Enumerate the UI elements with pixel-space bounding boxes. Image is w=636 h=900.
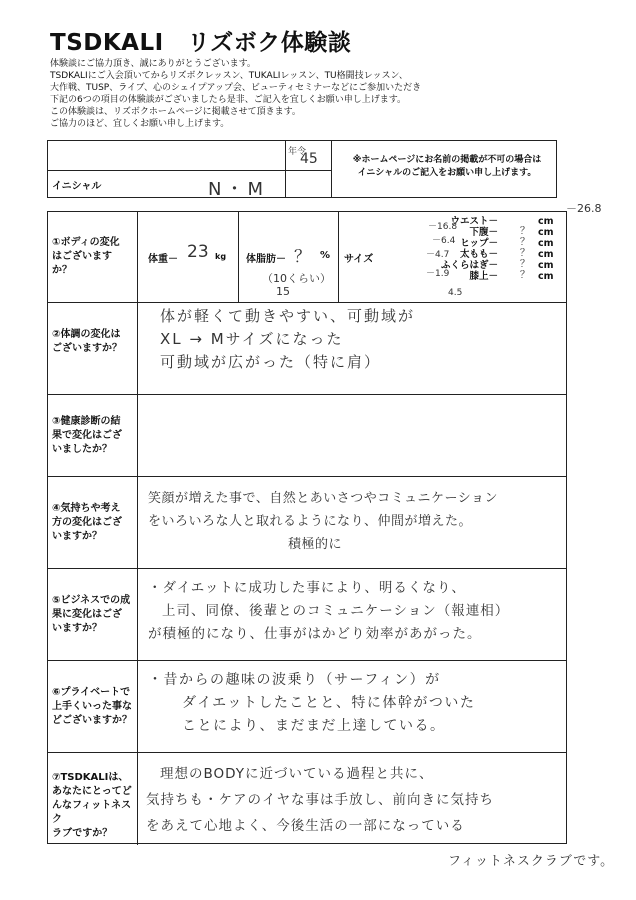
question-cell (48, 477, 138, 568)
question-cell (48, 395, 138, 476)
thigh-note: －1.9 (426, 269, 450, 279)
answer-text[interactable] (148, 669, 475, 738)
row-business (48, 568, 566, 660)
question-cell (48, 212, 138, 302)
question-line: ⑤ビジネスでの成 (52, 595, 131, 606)
above-knee-label: 膝上－ (469, 271, 498, 282)
question-line: んなフィットネスク (52, 800, 132, 825)
calf-value[interactable]: ？ (520, 259, 530, 270)
answer-line: ダイエットしたことと、特に体幹がついた (182, 695, 476, 711)
answer-line: 理想のBODYに近づいている過程と共に、 (160, 766, 434, 782)
intro-line: この体験談は、リズボクホームページに掲載させて頂きます。 (50, 107, 301, 117)
answer-text[interactable] (146, 761, 494, 839)
hip-value[interactable]: ？ (520, 237, 530, 248)
question-cell (48, 303, 138, 394)
waist-note: －16.8 (428, 222, 458, 232)
waist-label: ウエスト－ (450, 216, 498, 227)
lower-abdomen-value[interactable]: ？ (520, 226, 530, 237)
age-value[interactable]: 45 (300, 151, 318, 167)
calf-label: ふくらはぎ－ (440, 260, 498, 271)
question-line: 果で変化はござ (52, 430, 122, 441)
unit: cm (538, 249, 554, 260)
question-line: ②体調の変化は (52, 329, 121, 340)
intro-line: TSDKALIにご入会頂いてからリズボクレッスン、TUKALIレッスン、TU格闘技レッスン、 (50, 71, 408, 81)
unit: cm (538, 216, 554, 227)
answer-line: ・ダイエットに成功した事により、明るくなり、 (148, 580, 466, 596)
row-condition (48, 302, 566, 394)
unit: cm (538, 227, 554, 238)
weight-label: 体重－ (148, 254, 178, 265)
thigh-label: 太もも－ (459, 249, 498, 260)
intro-line: ご協力のほど、宜しくお願い申し上げます。 (50, 119, 230, 129)
header-table (47, 140, 557, 198)
answer-line: ・昔からの趣味の波乗り（サーフィン）が (148, 672, 441, 688)
row-body-change (48, 212, 566, 302)
page-title: TSDKALI リズボク体験談 (50, 30, 352, 56)
fat-label: 体脂肪－ (246, 254, 286, 265)
notice-text (338, 154, 556, 180)
unit: cm (538, 260, 554, 271)
question-line: ③健康診断の結 (52, 416, 121, 427)
question-line: いましたか？ (52, 444, 112, 455)
initial-value[interactable]: N・M (208, 179, 267, 200)
question-label (52, 415, 136, 457)
row-health-check (48, 394, 566, 476)
fat-note-2: 15 (276, 285, 290, 298)
question-line: いますか？ (52, 623, 102, 634)
answer-line: 可動域が広がった（特に肩） (160, 353, 382, 371)
answer-line: 積極的に (288, 537, 343, 552)
question-line: ④気持ちや考え (52, 503, 121, 514)
answer-line: が積極的になり、仕事がはかどり効率があがった。 (148, 626, 482, 642)
hip-label: ヒップ－ (460, 238, 498, 249)
row-private (48, 660, 566, 752)
divider (331, 141, 332, 197)
fat-unit: % (320, 250, 331, 261)
divider (285, 141, 286, 197)
question-label (52, 328, 136, 356)
answer-line: 上司、同僚、後輩とのコミュニケーション（報連相） (162, 603, 510, 619)
fat-value[interactable]: ？ (294, 247, 311, 267)
answer-line: をあえて心地よく、今後生活の一部になっている (146, 818, 465, 834)
question-label (52, 236, 136, 278)
survey-table (47, 211, 567, 844)
hip-note: －4.7 (426, 250, 450, 260)
footer-handwritten-note: フィットネスクラブです。 (448, 854, 615, 869)
row-club (48, 752, 566, 845)
question-line: か？ (52, 265, 72, 276)
answer-line: 笑顔が増えた事で、自然とあいさつやコミュニケーション (148, 491, 498, 506)
above-knee-value[interactable]: ？ (520, 270, 530, 281)
question-line: ラブですか？ (52, 828, 113, 839)
answer-line: 体が軽くて動きやすい、可動域が (160, 307, 416, 325)
divider (238, 212, 239, 302)
question-line: ①ボディの変化 (52, 237, 120, 248)
lower-abdomen-note: －6.4 (432, 236, 456, 246)
intro-line: 下記の6つの項目の体験談がございましたら是非、ご記入を宜しくお願い申し上げます。 (50, 95, 407, 105)
question-line: 果に変化はござ (52, 609, 122, 620)
question-label (52, 686, 136, 728)
unit: cm (538, 238, 554, 249)
answer-line: をいろいろな人と取れるようになり、仲間が増えた。 (148, 514, 473, 529)
unit: cm (538, 271, 554, 282)
initial-label: イニシャル (52, 181, 102, 192)
answer-line: ことにより、まだまだ上達している。 (182, 718, 446, 734)
question-line: あなたにとってど (52, 786, 132, 797)
intro-line: 大作戦、TUSP、ライブ、心のシェイプアップ会、ビューティセミナーなどにご参加いただき (50, 83, 422, 93)
weight-unit: kg (215, 252, 227, 261)
lower-abdomen-label: 下腹－ (469, 227, 498, 238)
question-cell (48, 753, 138, 845)
question-line: 方の変化はござ (52, 517, 122, 528)
answer-line: XL → Mサイズになった (160, 330, 344, 348)
thigh-value[interactable]: ？ (520, 248, 530, 259)
notice-line: ※ホームページにお名前の掲載が不可の場合は (352, 155, 542, 165)
fat-note: （10くらい） (262, 272, 331, 285)
question-line: いますか？ (52, 531, 102, 542)
question-line: どございますか？ (52, 715, 132, 726)
question-cell (48, 661, 138, 752)
waist-extra-note: －26.8 (566, 202, 602, 215)
question-cell (48, 569, 138, 660)
question-label (52, 771, 136, 841)
notice-line: イニシャルのご記入をお願い申し上げます。 (357, 168, 537, 178)
intro-line: 体験談にご協力頂き、誠にありがとうございます。 (50, 59, 256, 69)
question-label (52, 594, 136, 636)
age-label: 年令 (288, 147, 307, 157)
question-line: ⑥プライベートで (52, 687, 131, 698)
question-line: はございます (52, 251, 112, 262)
question-line: ⑦TSDKALIは、 (52, 772, 129, 783)
intro-text (50, 58, 421, 130)
question-line: 上手くいった事な (52, 701, 132, 712)
size-label: サイズ (344, 254, 374, 265)
divider (338, 212, 339, 302)
question-line: ございますか？ (52, 343, 122, 354)
row-mindset (48, 476, 566, 568)
above-knee-note: 4.5 (448, 288, 463, 298)
answer-text[interactable] (160, 305, 415, 374)
question-label (52, 502, 136, 544)
answer-line: 気持ちも・ケアのイヤな事は手放し、前向きに気持ち (146, 792, 494, 808)
answer-text[interactable] (148, 487, 498, 556)
divider (48, 170, 331, 171)
answer-text[interactable] (148, 577, 509, 646)
weight-value[interactable]: 23 (187, 242, 209, 262)
